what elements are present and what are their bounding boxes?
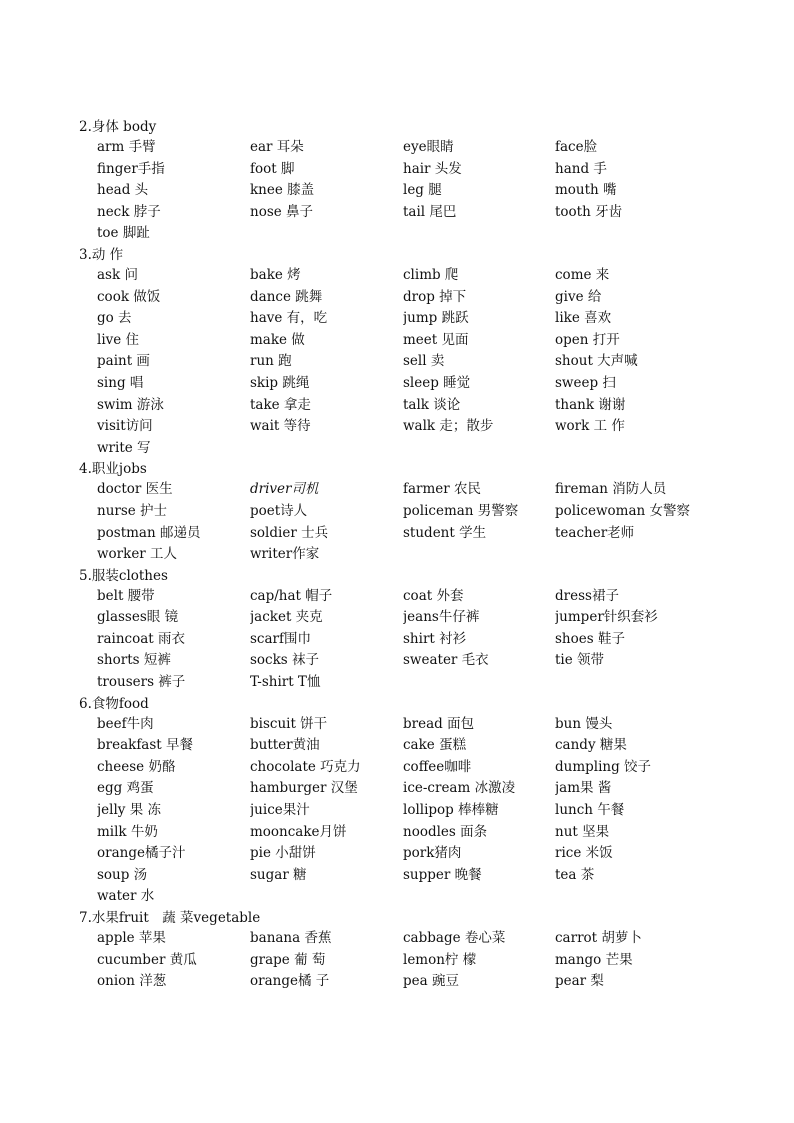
word-entry: bread 面包 — [403, 715, 475, 732]
word-entry: policeman 男警察 — [403, 502, 519, 519]
word-entry: jacket 夹克 — [250, 609, 323, 626]
word-entry: egg 鸡蛋 — [97, 780, 154, 797]
section-title: 7.水果fruit 蔬 菜vegetable — [79, 910, 261, 926]
word-entry: wait 等待 — [250, 418, 311, 435]
word-entry — [555, 672, 725, 694]
word-entry: shorts 短裤 — [97, 652, 171, 669]
word-entry: soup 汤 — [97, 866, 148, 883]
word-entry: banana 香蕉 — [250, 930, 332, 946]
word-entry: mooncake月饼 — [250, 823, 347, 840]
word-entry: pear 梨 — [555, 973, 604, 990]
word-entry: toe 脚趾 — [97, 225, 150, 242]
vocab-section — [79, 245, 769, 459]
word-entry: scarf围巾 — [250, 630, 311, 647]
word-entry: shoes 鞋子 — [555, 630, 625, 647]
word-entry: student 学生 — [403, 524, 487, 541]
word-entry: hand 手 — [555, 160, 607, 177]
word-entry: jeans牛仔裤 — [403, 609, 480, 626]
word-entry: leg 腿 — [403, 182, 442, 199]
word-entry — [555, 223, 725, 245]
word-entry: raincoat 雨衣 — [97, 630, 185, 647]
word-entry: paint 画 — [97, 353, 150, 370]
word-entry — [250, 438, 403, 460]
word-entry: sing 唱 — [97, 374, 144, 391]
word-entry — [250, 886, 403, 908]
word-entry: write 写 — [97, 439, 151, 456]
word-entry: candy 糖果 — [555, 737, 627, 754]
word-entry: ear 耳朵 — [250, 139, 304, 155]
word-entry: butter黄油 — [250, 737, 320, 754]
word-entry: dance 跳舞 — [250, 288, 323, 305]
word-entry: fireman 消防人员 — [555, 481, 667, 498]
word-entry: dress裙子 — [555, 587, 619, 604]
section-title: 2.身体 body — [79, 119, 157, 135]
word-entry: dumpling 饺子 — [555, 758, 652, 775]
word-grid — [97, 586, 769, 694]
word-entry: hamburger 汉堡 — [250, 780, 358, 797]
word-entry: bake 烤 — [250, 266, 301, 283]
word-entry: work 工 作 — [555, 418, 625, 435]
word-entry: breakfast 早餐 — [97, 737, 194, 754]
word-entry: coat 外套 — [403, 587, 464, 604]
word-entry: milk 牛奶 — [97, 823, 158, 840]
word-entry — [403, 886, 555, 908]
word-entry: sugar 糖 — [250, 866, 307, 883]
word-entry — [555, 544, 725, 566]
section-title: 5.服装clothes — [79, 567, 168, 584]
word-entry: driver司机 — [250, 481, 319, 498]
word-entry: meet 见面 — [403, 331, 469, 348]
section-title: 4.职业jobs — [79, 461, 147, 478]
word-entry: tooth 牙齿 — [555, 203, 623, 220]
word-entry: tail 尾巴 — [403, 203, 457, 220]
word-entry: trousers 裤子 — [97, 674, 186, 691]
word-grid — [97, 137, 769, 245]
word-entry: cook 做饭 — [97, 288, 161, 305]
word-entry: grape 葡 萄 — [250, 951, 326, 968]
word-entry: chocolate 巧克力 — [250, 758, 361, 775]
word-entry: coffee咖啡 — [403, 758, 472, 775]
word-entry: water 水 — [97, 888, 155, 905]
word-entry: tie 领带 — [555, 652, 605, 669]
vocab-section — [79, 566, 769, 694]
vocabulary-document — [79, 117, 769, 993]
word-entry — [555, 886, 725, 908]
word-entry: arm 手臂 — [97, 139, 156, 155]
word-entry: face脸 — [555, 139, 598, 155]
word-entry: shirt 衬衫 — [403, 630, 467, 647]
word-entry: shout 大声喊 — [555, 353, 638, 370]
word-entry: juice果汁 — [250, 802, 310, 819]
word-entry: have 有，吃 — [250, 310, 328, 327]
word-entry: lemon柠 檬 — [403, 951, 477, 968]
word-entry — [403, 544, 555, 566]
word-entry: climb 爬 — [403, 266, 459, 283]
word-entry: orange橘子汁 — [97, 845, 186, 862]
word-entry — [555, 438, 725, 460]
word-entry: supper 晚餐 — [403, 866, 482, 883]
word-entry: cucumber 黄瓜 — [97, 951, 197, 968]
word-entry: knee 膝盖 — [250, 182, 315, 199]
word-entry — [403, 672, 555, 694]
word-entry: postman 邮递员 — [97, 524, 201, 541]
word-entry: eye眼睛 — [403, 139, 454, 155]
word-entry: come 来 — [555, 266, 610, 283]
word-entry: pie 小甜饼 — [250, 845, 316, 862]
word-entry: skip 跳绳 — [250, 374, 310, 391]
word-entry: like 喜欢 — [555, 310, 612, 327]
word-entry: ask 问 — [97, 266, 138, 283]
word-entry: head 头 — [97, 182, 149, 199]
word-entry: pork猪肉 — [403, 845, 462, 862]
word-entry: doctor 医生 — [97, 481, 173, 498]
word-entry: worker 工人 — [97, 546, 178, 563]
word-entry: mouth 嘴 — [555, 182, 617, 199]
word-entry: glasses眼 镜 — [97, 609, 179, 626]
word-grid — [97, 714, 769, 908]
word-entry: live 住 — [97, 331, 140, 348]
word-entry: nut 坚果 — [555, 823, 610, 840]
word-entry: poet诗人 — [250, 502, 308, 519]
word-entry: biscuit 饼干 — [250, 715, 328, 732]
word-entry: writer作家 — [250, 546, 320, 563]
vocab-section — [79, 908, 769, 993]
word-entry: run 跑 — [250, 353, 292, 370]
word-entry: nurse 护士 — [97, 502, 168, 519]
vocab-section — [79, 459, 769, 565]
word-entry: carrot 胡萝卜 — [555, 930, 642, 946]
word-entry: hair 头发 — [403, 160, 462, 177]
word-entry: give 给 — [555, 288, 602, 305]
word-entry: ice-cream 冰激凌 — [403, 780, 516, 797]
word-entry — [250, 223, 403, 245]
word-entry: farmer 农民 — [403, 481, 482, 498]
word-entry: talk 谈论 — [403, 396, 461, 413]
word-entry: finger手指 — [97, 160, 165, 177]
word-entry: mango 芒果 — [555, 951, 633, 968]
word-entry: soldier 士兵 — [250, 524, 329, 541]
word-entry: visit访问 — [97, 418, 153, 435]
word-entry: make 做 — [250, 331, 305, 348]
word-entry: rice 米饭 — [555, 845, 613, 862]
word-entry: take 拿走 — [250, 396, 311, 413]
word-entry: jam果 酱 — [555, 780, 612, 797]
word-entry: teacher老师 — [555, 524, 635, 541]
word-grid — [97, 479, 769, 565]
word-entry: cake 蛋糕 — [403, 737, 467, 754]
word-entry: apple 苹果 — [97, 930, 166, 946]
word-entry: jelly 果 冻 — [97, 802, 162, 819]
word-entry: walk 走；散步 — [403, 418, 494, 435]
word-entry: swim 游泳 — [97, 396, 164, 413]
word-entry: jumper针织套衫 — [555, 609, 658, 626]
word-entry: go 去 — [97, 310, 132, 327]
word-entry: socks 袜子 — [250, 652, 320, 669]
word-entry — [403, 438, 555, 460]
word-entry: sweep 扫 — [555, 374, 616, 391]
word-entry: foot 脚 — [250, 160, 295, 177]
word-entry — [403, 223, 555, 245]
vocab-section — [79, 694, 769, 908]
word-entry: beef牛肉 — [97, 715, 154, 732]
word-grid — [97, 928, 769, 993]
word-entry: bun 馒头 — [555, 715, 613, 732]
word-entry: tea 茶 — [555, 866, 595, 883]
section-title: 3.动 作 — [79, 246, 124, 263]
word-entry: neck 脖子 — [97, 203, 161, 220]
word-entry: cabbage 卷心菜 — [403, 930, 506, 946]
word-entry: belt 腰带 — [97, 587, 155, 604]
word-entry: noodles 面条 — [403, 823, 488, 840]
word-entry: pea 豌豆 — [403, 973, 459, 990]
word-entry: open 打开 — [555, 331, 620, 348]
word-entry: drop 掉下 — [403, 288, 467, 305]
word-entry: orange橘 子 — [250, 973, 330, 990]
word-entry: sleep 睡觉 — [403, 374, 471, 391]
word-entry: jump 跳跃 — [403, 310, 469, 327]
word-entry: onion 洋葱 — [97, 973, 167, 990]
word-entry: lollipop 棒棒糖 — [403, 802, 499, 819]
word-entry: cap/hat 帽子 — [250, 587, 333, 604]
word-entry: sweater 毛衣 — [403, 652, 489, 669]
word-entry: T-shirt T恤 — [250, 674, 321, 691]
vocab-section — [79, 117, 769, 245]
word-entry: sell 卖 — [403, 353, 445, 370]
word-entry: policewoman 女警察 — [555, 502, 690, 519]
word-entry: lunch 午餐 — [555, 802, 625, 819]
word-entry: thank 谢谢 — [555, 396, 626, 413]
word-entry: nose 鼻子 — [250, 203, 314, 220]
section-title: 6.食物food — [79, 695, 149, 712]
word-grid — [97, 265, 769, 459]
word-entry: cheese 奶酪 — [97, 758, 176, 775]
